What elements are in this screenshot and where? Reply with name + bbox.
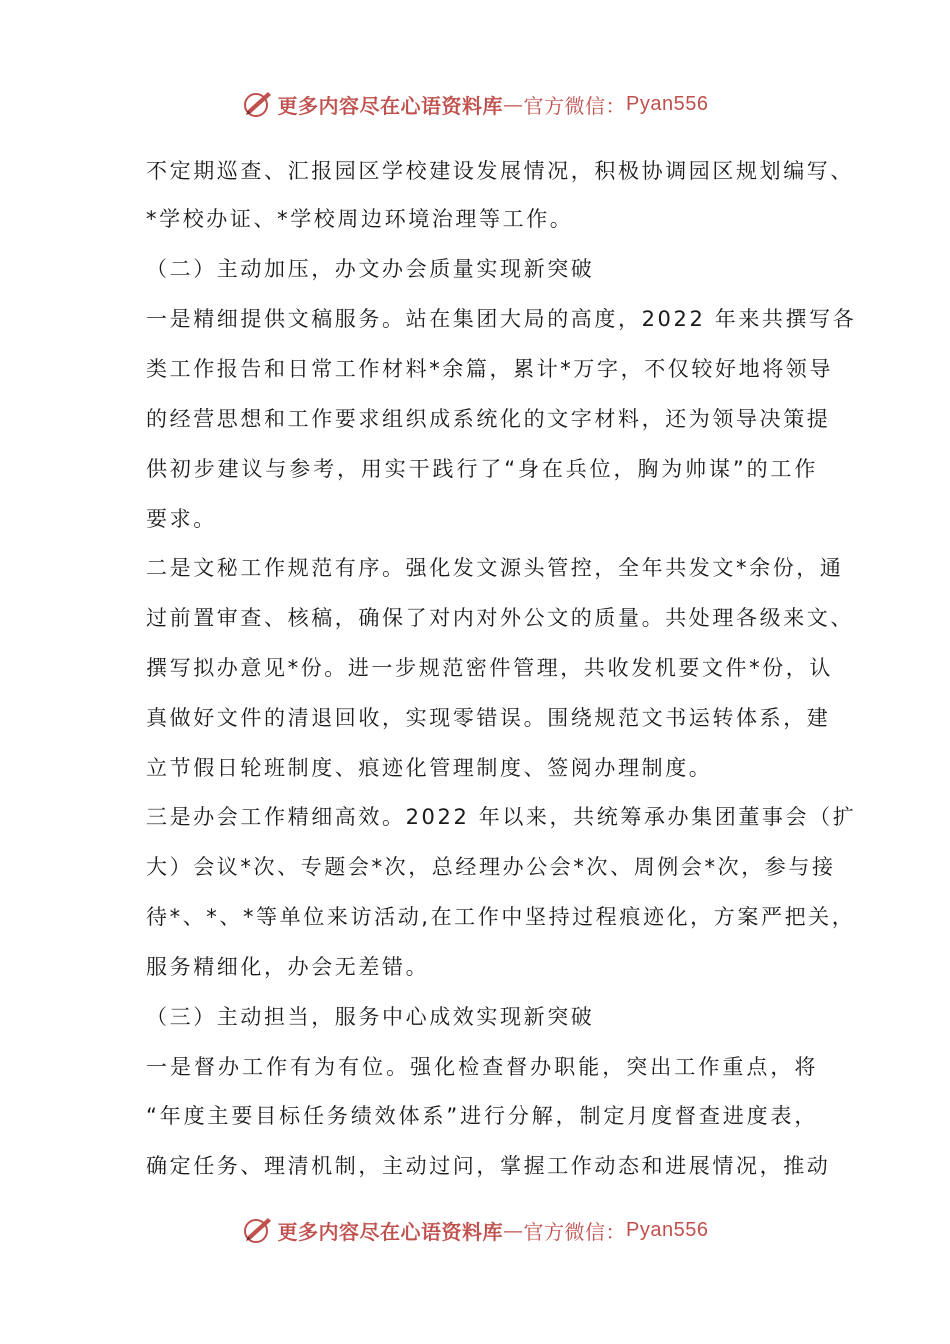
wechat-label: 官方微信： xyxy=(523,93,627,118)
text-line: 的经营思想和工作要求组织成系统化的文字材料，还为领导决策提 xyxy=(146,407,831,431)
footer-watermark-banner xyxy=(0,1210,950,1250)
text-line: 待*、*、*等单位来访活动,在工作中坚持过程痕迹化，方案严把关， xyxy=(146,905,856,929)
text-line: 服务精细化，办会无差错。 xyxy=(146,955,430,979)
text-line: 撰写拟办意见*份。进一步规范密件管理，共收发机要文件*份，认 xyxy=(146,656,833,680)
text-line: 三是办会工作精细高效。2022 年以来，共统筹承办集团董事会（扩 xyxy=(146,805,857,829)
text-line: 大）会议*次、专题会*次，总经理办公会*次、周例会*次，参与接 xyxy=(146,855,836,879)
wechat-label: 官方微信： xyxy=(523,1219,627,1244)
text-line: 一是督办工作有为有位。强化检查督办职能，突出工作重点，将 xyxy=(146,1055,818,1079)
banner-separator: — xyxy=(503,1218,524,1242)
text-line: *学校办证、*学校周边环境治理等工作。 xyxy=(146,207,574,231)
section-heading: （三）主动担当，服务中心成效实现新突破 xyxy=(146,1005,595,1029)
text-line: 真做好文件的清退回收，实现零错误。围绕规范文书运转体系，建 xyxy=(146,706,831,730)
banner-separator: — xyxy=(503,92,524,116)
site-name: 更多内容尽在心语资料库 xyxy=(277,1219,504,1244)
text-line: 一是精细提供文稿服务。站在集团大局的高度，2022 年来共撰写各 xyxy=(146,307,857,331)
wechat-id: Pyan556 xyxy=(626,1218,709,1241)
pen-logo-icon xyxy=(242,88,274,120)
section-heading: （二）主动加压，办文办会质量实现新突破 xyxy=(146,257,595,281)
site-name: 更多内容尽在心语资料库 xyxy=(277,93,504,118)
text-line: 要求。 xyxy=(146,507,217,531)
text-line: 过前置审查、核稿，确保了对内对外公文的质量。共处理各级来文、 xyxy=(146,606,854,630)
text-line: 类工作报告和日常工作材料*余篇，累计*万字，不仅较好地将领导 xyxy=(146,357,833,381)
text-line: 供初步建议与参考，用实干践行了“身在兵位，胸为帅谋”的工作 xyxy=(146,457,818,481)
header-watermark-banner xyxy=(0,84,950,124)
text-line: 二是文秘工作规范有序。强化发文源头管控，全年共发文*余份，通 xyxy=(146,556,844,580)
text-line: 确定任务、理清机制，主动过问，掌握工作动态和进展情况，推动 xyxy=(146,1154,831,1178)
text-line: “年度主要目标任务绩效体系”进行分解，制定月度督查进度表， xyxy=(146,1104,818,1128)
text-line: 立节假日轮班制度、痕迹化管理制度、签阅办理制度。 xyxy=(146,756,713,780)
pen-logo-icon xyxy=(242,1214,274,1246)
text-line: 不定期巡查、汇报园区学校建设发展情况，积极协调园区规划编写、 xyxy=(146,159,854,183)
wechat-id: Pyan556 xyxy=(626,92,709,115)
